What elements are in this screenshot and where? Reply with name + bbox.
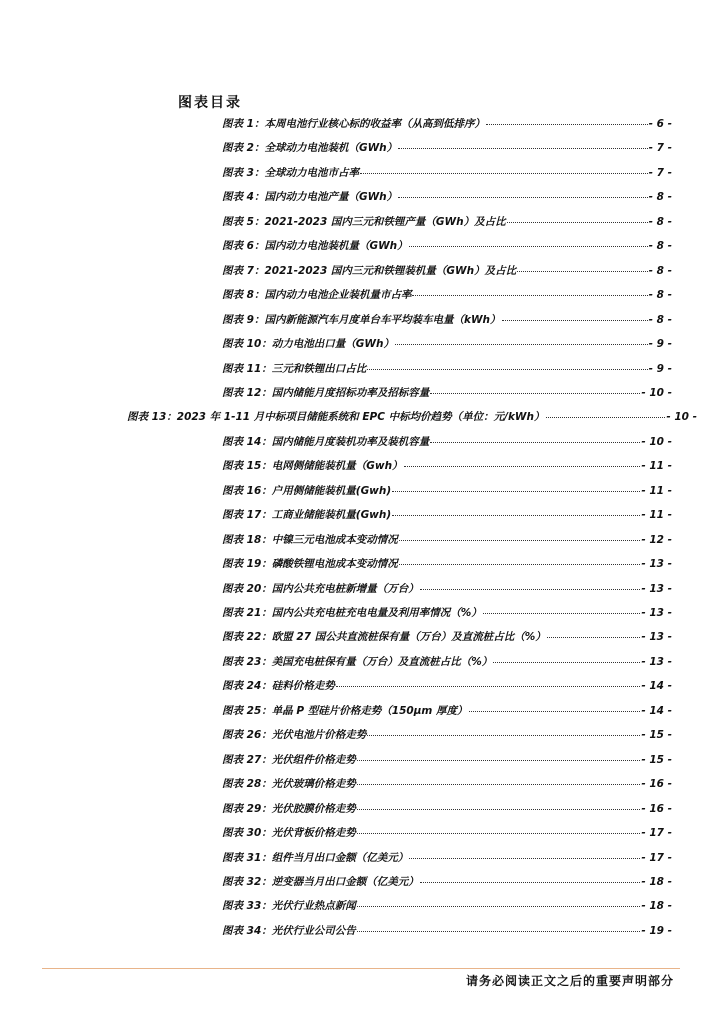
toc-entry-page: - 9 - [648, 362, 672, 375]
toc-dot-leader [430, 432, 640, 443]
toc-entry[interactable] [222, 752, 672, 768]
toc-entry[interactable] [222, 116, 672, 132]
toc-dot-leader [357, 750, 641, 761]
toc-dot-leader [483, 603, 641, 614]
toc-entry-label: 图表 21：国内公共充电桩充电电量及利用率情况（%） [222, 607, 482, 619]
toc-entry-label: 图表 12：国内储能月度招标功率及招标容量 [222, 386, 430, 399]
footer-divider [42, 968, 680, 969]
toc-dot-leader [404, 456, 641, 467]
toc-dot-leader [399, 554, 641, 565]
toc-entry-label: 图表 4：国内动力电池产量（GWh） [222, 191, 398, 204]
toc-dot-leader [357, 823, 641, 834]
toc-entry-page: - 13 - [641, 655, 672, 668]
toc-entry-page: - 6 - [648, 118, 672, 130]
toc-entry-page: - 10 - [641, 386, 672, 399]
toc-dot-leader [420, 872, 641, 883]
toc-dot-leader [430, 383, 640, 394]
toc-entry[interactable] [222, 727, 672, 743]
toc-entry-label: 图表 28：光伏玻璃价格走势 [222, 778, 356, 791]
toc-dot-leader [546, 407, 666, 418]
toc-entry-page: - 15 - [641, 753, 672, 766]
toc-entry-page: - 11 - [641, 460, 672, 473]
toc-entry-label: 图表 15：电网侧储能装机量（Gwh） [222, 460, 403, 473]
toc-dot-leader [398, 187, 648, 198]
toc-entry-page: - 8 - [648, 264, 672, 277]
toc-entry-page: - 13 - [641, 607, 672, 619]
toc-dot-leader [357, 896, 641, 907]
toc-entry-page: - 11 - [641, 484, 672, 497]
toc-entry[interactable] [222, 532, 672, 548]
toc-entry-page: - 13 - [641, 558, 672, 571]
toc-entry[interactable] [222, 605, 672, 621]
toc-entry[interactable] [127, 409, 697, 425]
toc-entry[interactable] [222, 507, 672, 523]
toc-entry[interactable] [222, 776, 672, 792]
toc-dot-leader [507, 212, 648, 223]
toc-entry-label: 图表 2：全球动力电池装机（GWh） [222, 142, 398, 155]
toc-dot-leader [547, 627, 641, 638]
toc-entry-label: 图表 14：国内储能月度装机功率及装机容量 [222, 435, 430, 448]
toc-dot-leader [395, 334, 648, 345]
toc-entry-label: 图表 19：磷酸铁锂电池成本变动情况 [222, 558, 398, 571]
footer-disclaimer: 请务必阅读正文之后的重要声明部分 [465, 974, 674, 988]
toc-entry-label: 图表 34：光伏行业公司公告 [222, 924, 356, 937]
toc-dot-leader [336, 676, 641, 687]
toc-entry[interactable] [222, 434, 672, 450]
toc-entry[interactable] [222, 874, 672, 890]
toc-entry[interactable] [222, 287, 672, 303]
toc-entry[interactable] [222, 581, 672, 597]
toc-entry-page: - 15 - [641, 729, 672, 742]
toc-entry[interactable] [222, 263, 672, 279]
toc-entry-label: 图表 3：全球动力电池市占率 [222, 166, 359, 179]
toc-entry-page: - 8 - [648, 215, 672, 228]
toc-entry[interactable] [222, 850, 672, 866]
toc-entry-page: - 14 - [641, 680, 672, 693]
toc-entry-label: 图表 32：逆变器当月出口金额（亿美元） [222, 875, 419, 888]
toc-entry[interactable] [222, 336, 672, 352]
toc-entry-page: - 8 - [648, 313, 672, 326]
toc-dot-leader [398, 138, 648, 149]
toc-entry[interactable] [222, 801, 672, 817]
toc-entry-page: - 19 - [641, 924, 672, 937]
toc-entry-label: 图表 10：动力电池出口量（GWh） [222, 338, 394, 351]
toc-dot-leader [409, 236, 648, 247]
toc-entry-label: 图表 6：国内动力电池装机量（GWh） [222, 240, 408, 253]
toc-dot-leader [357, 799, 641, 810]
toc-entry-label: 图表 20：国内公共充电桩新增量（万台） [222, 582, 419, 595]
toc-entry-page: - 16 - [641, 778, 672, 791]
toc-dot-leader [399, 530, 641, 541]
toc-entry-label: 图表 7：2021-2023 国内三元和铁锂装机量（GWh）及占比 [222, 264, 517, 277]
toc-entry[interactable] [222, 654, 672, 670]
toc-entry[interactable] [222, 678, 672, 694]
toc-dot-leader [420, 579, 641, 590]
toc-entry-label: 图表 27：光伏组件价格走势 [222, 753, 356, 766]
toc-entry-label: 图表 5：2021-2023 国内三元和铁锂产量（GWh）及占比 [222, 215, 506, 228]
toc-entry-label: 图表 9：国内新能源汽车月度单台车平均装车电量（kWh） [222, 313, 501, 326]
toc-entry-label: 图表 8：国内动力电池企业装机量市占率 [222, 289, 412, 302]
toc-entry-label: 图表 22：欧盟 27 国公共直流桩保有量（万台）及直流桩占比（%） [222, 631, 546, 644]
toc-entry-page: - 7 - [648, 166, 672, 179]
toc-entry-page: - 13 - [641, 631, 672, 644]
page-title: 图表目录 [178, 95, 242, 111]
toc-entry[interactable] [222, 898, 672, 914]
toc-entry[interactable] [222, 923, 672, 939]
toc-dot-leader [392, 505, 640, 516]
toc-dot-leader [357, 774, 641, 785]
toc-dot-leader [502, 310, 648, 321]
toc-dot-leader [367, 725, 640, 736]
toc-entry-label: 图表 24：硅料价格走势 [222, 680, 335, 693]
toc-entry-page: - 8 - [648, 289, 672, 302]
toc-entry[interactable] [222, 458, 672, 474]
toc-entry[interactable] [222, 189, 672, 205]
toc-entry-label: 图表 1：本周电池行业核心标的收益率（从高到低排序） [222, 118, 485, 130]
toc-dot-leader [517, 261, 648, 272]
toc-dot-leader [412, 285, 647, 296]
toc-entry-page: - 17 - [641, 851, 672, 864]
toc-entry[interactable] [222, 140, 672, 156]
toc-dot-leader [392, 481, 640, 492]
toc-entry-label: 图表 25：单晶 P 型硅片价格走势（150μm 厚度） [222, 704, 468, 717]
toc-dot-leader [486, 114, 648, 125]
toc-entry-page: - 8 - [648, 191, 672, 204]
toc-entry-label: 图表 26：光伏电池片价格走势 [222, 729, 367, 742]
toc-entry-page: - 18 - [641, 875, 672, 888]
toc-dot-leader [357, 921, 641, 932]
toc-entry-label: 图表 11：三元和铁锂出口占比 [222, 362, 367, 375]
toc-entry[interactable] [222, 385, 672, 401]
toc-entry[interactable] [222, 312, 672, 328]
toc-dot-leader [360, 163, 648, 174]
toc-entry-page: - 7 - [648, 142, 672, 155]
toc-entry[interactable] [222, 238, 672, 254]
toc-entry-label: 图表 33：光伏行业热点新闻 [222, 900, 356, 913]
toc-entry-page: - 12 - [641, 533, 672, 546]
toc-entry-page: - 14 - [641, 704, 672, 717]
toc-entry-page: - 10 - [641, 435, 672, 448]
toc-entry-label: 图表 16：户用侧储能装机量(Gwh) [222, 484, 392, 497]
toc-dot-leader [409, 848, 640, 859]
toc-entry[interactable] [222, 214, 672, 230]
toc-dot-leader [493, 652, 640, 663]
toc-entry[interactable] [222, 825, 672, 841]
toc-dot-leader [469, 701, 641, 712]
toc-entry-label: 图表 29：光伏胶膜价格走势 [222, 802, 356, 815]
toc-entry-page: - 13 - [641, 582, 672, 595]
toc-entry-page: - 8 - [648, 240, 672, 253]
toc-entry[interactable] [222, 629, 672, 645]
toc-entry-page: - 17 - [641, 827, 672, 840]
toc-entry-label: 图表 30：光伏背板价格走势 [222, 827, 356, 840]
toc-entry[interactable] [222, 483, 672, 499]
toc-entry-label: 图表 23：美国充电桩保有量（万台）及直流桩占比（%） [222, 655, 493, 668]
toc-entry-label: 图表 18：中镍三元电池成本变动情况 [222, 533, 398, 546]
toc-entry-label: 图表 17：工商业储能装机量(Gwh) [222, 509, 392, 522]
toc-entry-label: 图表 31：组件当月出口金额（亿美元） [222, 851, 409, 864]
toc-entry-page: - 18 - [641, 900, 672, 913]
toc-entry-page: - 11 - [641, 509, 672, 522]
toc-entry[interactable] [222, 556, 672, 572]
toc-entry[interactable] [222, 703, 672, 719]
toc-entry[interactable] [222, 165, 672, 181]
toc-entry-page: - 16 - [641, 802, 672, 815]
toc-dot-leader [367, 359, 647, 370]
toc-entry-page: - 10 - [666, 411, 697, 424]
toc-entry-label: 图表 13：2023 年 1-11 月中标项目储能系统和 EPC 中标均价趋势（单位：元/kWh） [127, 411, 545, 424]
toc-entry[interactable] [222, 361, 672, 377]
toc-entry-page: - 9 - [648, 338, 672, 351]
